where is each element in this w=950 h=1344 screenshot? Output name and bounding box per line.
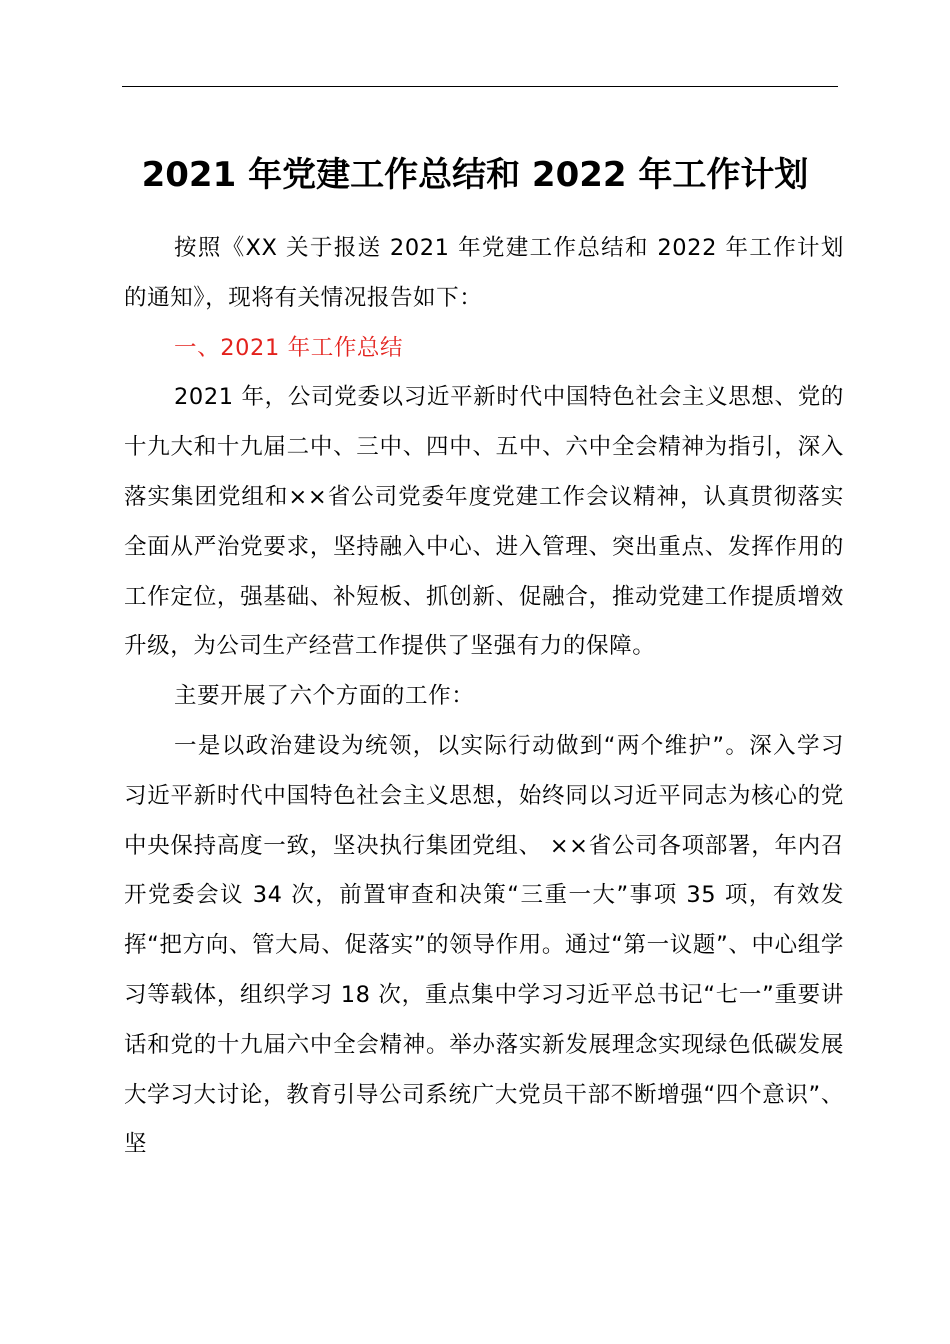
paragraph-summary: 2021 年，公司党委以习近平新时代中国特色社会主义思想、党的十九大和十九届二中、三中、四中、五中、六中全会精神为指引，深入落实集团党组和××省公司党委年度党建工作会议精神，认真贯彻落实全面从严治党要求，坚持融入中心、进入管理、突出重点、发挥作用的工作定位，强基础、补短板、抓创新、促融合，推动党建工作提质增效升级，为公司生产经营工作提供了坚强有力的保障。 — [124, 384, 844, 660]
section-heading: 一、2021 年工作总结 — [174, 334, 404, 361]
paragraph-political-building: 一是以政治建设为统领，以实际行动做到“两个维护”。深入学习习近平新时代中国特色社会主义思想，始终同以习近平同志为核心的党中央保持高度一致，坚决执行集团党组、 ××省公司各项部署，年内召开党委会议 34 次，前置审查和决策“三重一大”事项 35 项，有效发挥“把方向、管大局、促落实”的领导作用。通过“第一议题”、中心组学习等载体，组织学习 18 次，重点集中学习习近平总书记“七一”重要讲话和党的十九届六中全会精神。举办落实新发展理念实现绿色低碳发展大学习大讨论，教育引导公司系统广大党员干部不断增强“四个意识”、坚 — [124, 732, 844, 1158]
header-rule — [122, 86, 838, 87]
intro-paragraph: 按照《XX 关于报送 2021 年党建工作总结和 2022 年工作计划的通知》，现将有关情况报告如下： — [124, 235, 844, 311]
document-body — [124, 224, 844, 1170]
document-title: 2021 年党建工作总结和 2022 年工作计划 — [141, 155, 809, 195]
paragraph-overview: 主要开展了六个方面的工作： — [174, 683, 475, 710]
